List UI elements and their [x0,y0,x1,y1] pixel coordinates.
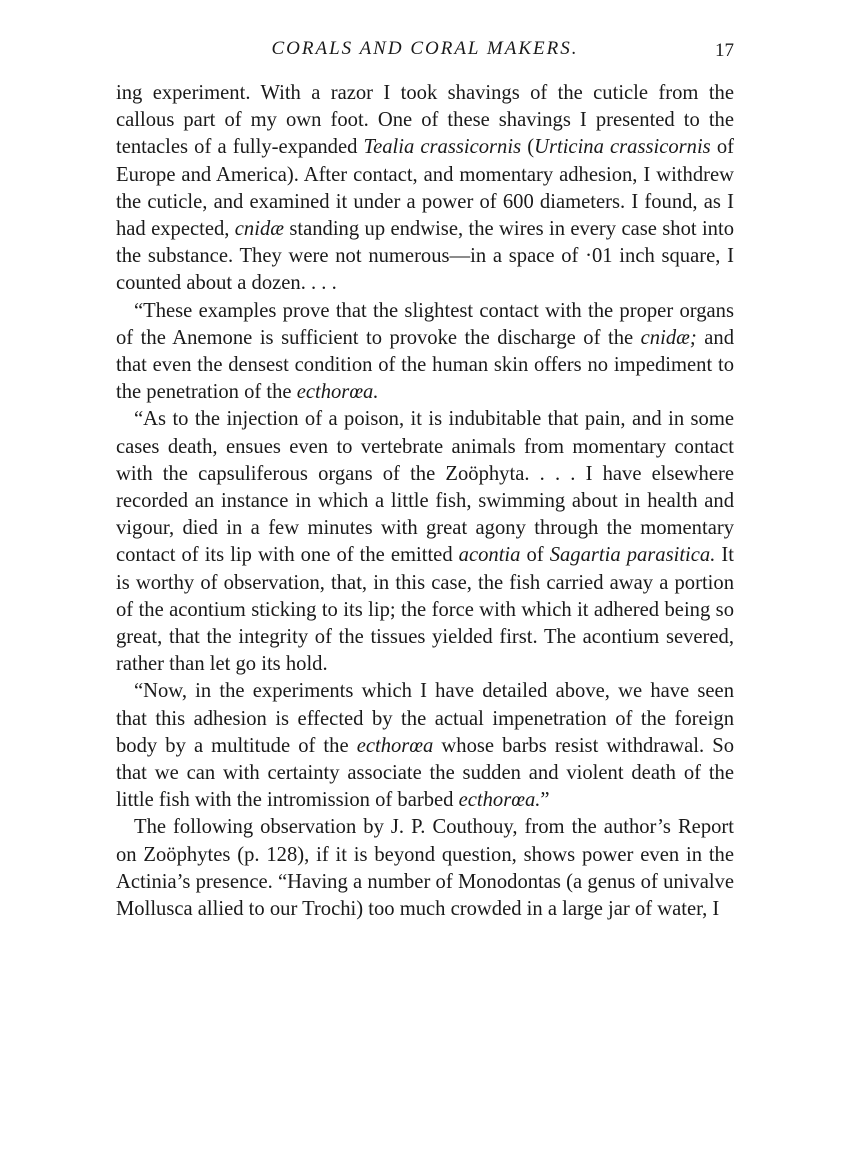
paragraph-quote-examples [116,298,734,407]
body-text [116,80,734,923]
text-run: It is worthy of observation, that, in this case, the fish carried away a portion of the acontium sticking to its lip; the force with which it adhered being so great, that the integrity of the tissues yielded first. The acontium severed, rather than let go its hold. [116,544,735,676]
text-run: “Now, in the experiments which I have detailed above, we have seen that this adhesion is effected by the actual impenetration of the foreign body by a multitude of the [116,680,734,757]
italic-term: cnidæ [234,218,284,241]
italic-term: ecthorœa [356,734,434,757]
text-run: ( [521,136,535,159]
italic-term: Sagartia parasitica. [549,544,716,567]
text-run: “As to the injection of a poison, it is indubitable that pain, and in some cases death, ensues even to vertebrate animals from momentary contact with the capsuliferous organs of the Zoöphyta. . . . I have elsewhere recorded an instance in which a little fish, swimming about in health and vigour, died in a few minutes with great agony through the momentary contact of its lip with one of the emitted [116,408,734,567]
running-title: CORALS AND CORAL MAKERS. [271,38,579,59]
page-header [116,38,734,68]
paragraph-quote-poison [116,406,734,678]
italic-term: acontia [458,544,521,567]
italic-term: Tealia crassicornis [363,136,522,159]
italic-term: ecthorœa. [296,381,379,404]
paragraph-continued [116,80,734,298]
text-run: ” [540,789,550,812]
paragraph-quote-experiments [116,678,734,814]
text-run: and that even the densest condition of the human skin offers no impediment to the penetration of the [116,326,734,404]
paragraph-couthouy [116,814,734,923]
page-number: 17 [715,40,734,61]
text-run: “These examples prove that the slightest contact with the proper organs of the Anemone is sufficient to provoke the discharge of the [116,299,734,349]
italic-term: Urticina crassicornis [534,136,711,159]
italic-term: cnidæ; [640,326,697,349]
text-run: standing up endwise, the wires in every case shot into the substance. They were not numerous—in a space of ·01 inch square, I counted about a dozen. . . . [116,218,734,295]
italic-term: ecthorœa. [458,789,541,812]
text-run: ing experiment. With a razor I took shavings of the cuticle from the callous part of my own foot. One of these shavings I presented to the tentacles of a fully-expanded [116,82,734,159]
text-run: The following observation by J. P. Couthouy, from the author’s Report on Zoöphytes (p. 128), if it is beyond question, shows power even in the Actinia’s presence. “Having a number of Monodontas (a genus of univalve Mollusca allied to our Trochi) too much crowded in a large jar of water, I [116,816,734,921]
text-run: whose barbs resist withdrawal. So that we can with certainty associate the sudden and violent death of the little fish with the intromission of barbed [116,734,735,812]
text-run: of Europe and America). After contact, and momentary adhesion, I withdrew the cuticle, and examined it under a power of 600 diameters. I found, as I had expected, [116,136,734,241]
text-run: of [520,544,550,567]
